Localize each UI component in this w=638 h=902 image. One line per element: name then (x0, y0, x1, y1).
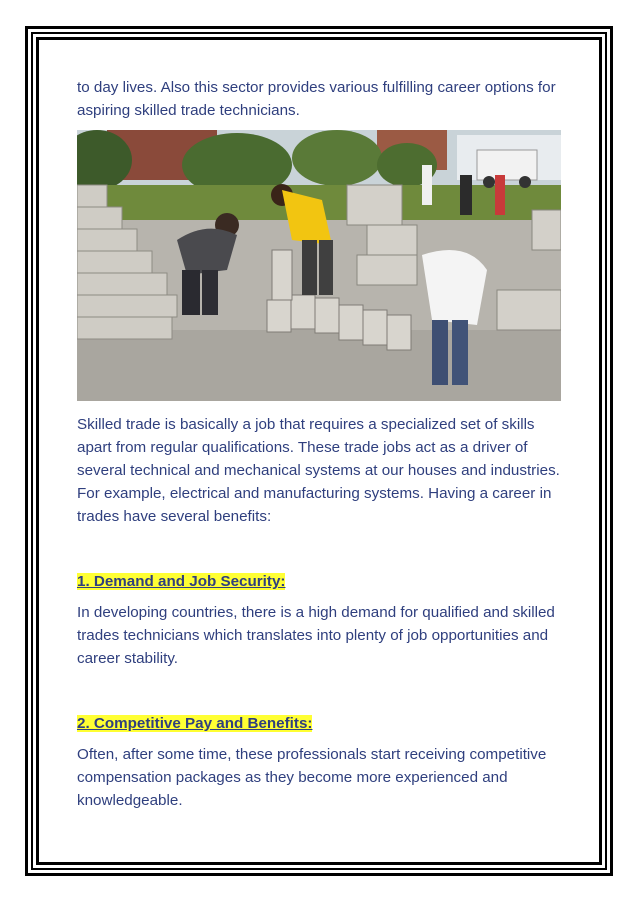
section-body-pay: Often, after some time, these professionals start receiving competitive compensation packages as they become more experienced and knowledgeable. (77, 746, 547, 809)
section-heading-pay (77, 712, 563, 735)
section-body-demand: In developing countries, there is a high demand for qualified and skilled trades technicians which translates into plenty of job opportunities and career stability. (77, 604, 555, 667)
body-paragraph: Skilled trade is basically a job that requires a specialized set of skills apart from regular qualifications. These trade jobs act as a driver of several technical and mechanical systems at our houses and industries. For example, electrical and manufacturing systems. Having a career in trades have several benefits: (77, 416, 560, 525)
intro-text: to day lives. Also this sector provides various fulfilling career options for aspiring skilled trade technicians. (77, 79, 556, 119)
masonry-workers-photo (77, 130, 561, 401)
section-heading-demand-text: 1. Demand and Job Security: (77, 573, 286, 590)
section-heading-demand (77, 570, 563, 593)
document-content (77, 76, 563, 812)
section-heading-pay-text: 2. Competitive Pay and Benefits: (77, 715, 313, 732)
